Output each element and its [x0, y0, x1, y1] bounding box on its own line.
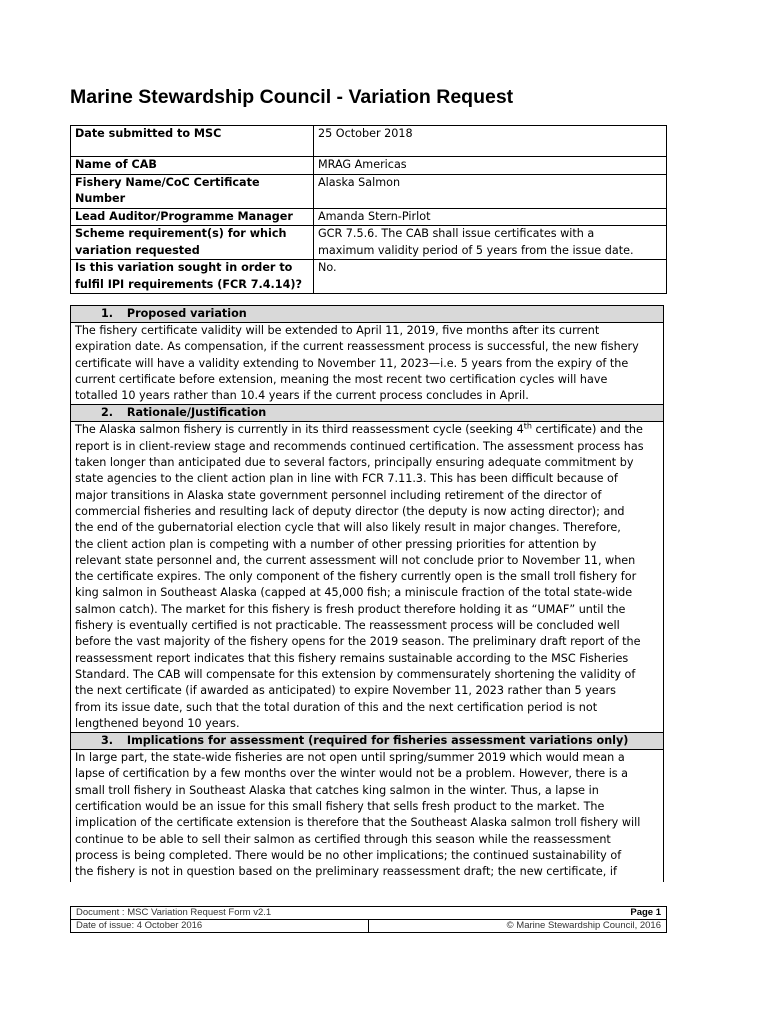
date-submitted-label: Date submitted to MSC — [71, 126, 314, 157]
section-number: 3. — [101, 734, 114, 748]
text-fragment: The Alaska salmon fishery is currently in its third reassessment cycle (seeking 4 — [75, 423, 524, 437]
text-line: the certificate expires. The only component of the fishery currently open is the small troll fishery for — [75, 570, 637, 584]
table-row — [71, 226, 667, 260]
lead-auditor-label: Lead Auditor/Programme Manager — [71, 208, 314, 226]
text-line: certificate will have a validity extending to November 11, 2023—i.e. 5 years from the expiry of the — [75, 356, 629, 370]
text-line: reassessment report indicates that this fishery remains sustainable according to the MSC Fisheries — [75, 651, 629, 665]
text-line: implication of the certificate extension is therefore that the Southeast Alaska salmon troll fishery will — [75, 816, 641, 830]
label-line: fulfil IPI requirements (FCR 7.4.14)? — [75, 277, 302, 291]
text-line: lengthened beyond 10 years. — [75, 716, 240, 730]
section-body-proposed-variation — [71, 323, 663, 405]
text-line: fishery is eventually certified is not practicable. The reassessment process will be concluded well — [75, 619, 620, 633]
table-row — [71, 260, 667, 294]
text-line: report is in client-review stage and recommends continued certification. The assessment process has — [75, 439, 644, 453]
text-line: the client action plan is competing with a number of other pressing priorities for attention by — [75, 537, 597, 551]
text-line: state agencies to the client action plan in line with FCR 7.11.3. This has been difficult because of — [75, 472, 618, 486]
table-row — [71, 157, 667, 175]
variation-sections — [70, 305, 664, 882]
text-line: commercial fisheries and resulting lack of deputy director (the deputy is now acting director); and — [75, 504, 625, 518]
cab-name-value: MRAG Americas — [314, 157, 667, 175]
date-submitted-value: 25 October 2018 — [314, 126, 667, 157]
section-heading-rationale — [71, 405, 663, 422]
document-title: Marine Stewardship Council - Variation Request — [70, 86, 514, 108]
lead-auditor-value: Amanda Stern-Pirlot — [314, 208, 667, 226]
text-line: small troll fishery in Southeast Alaska that catches king salmon in the winter. Thus, a lapse in — [75, 783, 599, 797]
page-number: Page 1 — [630, 907, 661, 918]
footer-row — [71, 907, 667, 920]
text-line: from its issue date, such that the total duration of this and the next certification period is not — [75, 700, 598, 714]
variation-info-table — [70, 125, 667, 294]
section-heading-proposed-variation — [71, 306, 663, 323]
table-row — [71, 174, 667, 208]
text-line: certification would be an issue for this small fishery that sells fresh product to the market. The — [75, 800, 605, 814]
text-line: expiration date. As compensation, if the current reassessment process is successful, the new fishery — [75, 340, 639, 354]
text-line: taken longer than anticipated due to several factors, principally ensuring adequate commitment by — [75, 456, 634, 470]
value-line: GCR 7.5.6. The CAB shall issue certificates with a — [318, 227, 595, 240]
cab-name-label: Name of CAB — [71, 157, 314, 175]
text-line — [75, 422, 659, 438]
text-line: lapse of certification by a few months over the winter would not be a problem. However, there is a — [75, 767, 629, 781]
label-line: Scheme requirement(s) for which — [75, 227, 287, 240]
text-line: current certificate before extension, meaning the most recent two certification cycles will have — [75, 372, 608, 386]
text-line: major transitions in Alaska state government personnel including retirement of the director of — [75, 488, 602, 502]
text-line: Standard. The CAB will compensate for this extension by commensurately shortening the validity of — [75, 667, 636, 681]
text-line: the next certificate (if awarded as anticipated) to expire November 11, 2023 rather than 5 years — [75, 684, 616, 698]
section-number: 2. — [101, 406, 114, 420]
copyright: © Marine Stewardship Council, 2016 — [369, 920, 667, 933]
date-of-issue: Date of issue: 4 October 2016 — [71, 920, 369, 933]
section-number: 1. — [101, 307, 114, 320]
table-row — [71, 208, 667, 226]
label-line: variation requested — [75, 243, 200, 257]
section-body-implications — [71, 750, 663, 880]
text-fragment: certificate) and the — [531, 423, 643, 437]
text-line: salmon catch). The market for this fishery is fresh product therefore holding it as “UMAF” until the — [75, 602, 626, 616]
footer-document — [71, 907, 667, 920]
text-line: totalled 10 years rather than 10.4 years if the current process concludes in April. — [75, 389, 529, 403]
table-row — [71, 126, 667, 157]
ipi-requirement-value: No. — [314, 260, 667, 294]
page-footer — [70, 906, 667, 933]
text-line: before the vast majority of the fishery opens for the 2019 season. The preliminary draft report of the — [75, 635, 641, 649]
superscript: th — [523, 421, 532, 431]
document-name: Document : MSC Variation Request Form v2.1 — [76, 907, 272, 918]
text-line: process is being completed. There would be no other implications; the continued sustainability of — [75, 848, 622, 862]
text-line: continue to be able to sell their salmon as certified through this season while the reassessment — [75, 832, 611, 846]
scheme-requirement-label — [71, 226, 314, 260]
text-line: relevant state personnel and, the current assessment will not conclude prior to November 11, when — [75, 553, 636, 567]
scheme-requirement-value — [314, 226, 667, 260]
section-title: Proposed variation — [126, 307, 247, 320]
fishery-name-label: Fishery Name/CoC Certificate Number — [71, 174, 314, 208]
ipi-requirement-label — [71, 260, 314, 294]
text-line: the end of the gubernatorial election cycle that will also likely result in major changes. Therefore, — [75, 521, 621, 535]
section-title: Rationale/Justification — [126, 406, 267, 420]
section-body-rationale — [71, 422, 663, 733]
text-line: The fishery certificate validity will be extended to April 11, 2019, five months after its current — [75, 324, 600, 337]
text-line: In large part, the state-wide fisheries are not open until spring/summer 2019 which would mean a — [75, 751, 625, 765]
section-title: Implications for assessment (required for fisheries assessment variations only) — [126, 734, 629, 748]
value-line: maximum validity period of 5 years from the issue date. — [318, 243, 634, 257]
footer-row — [71, 920, 667, 933]
text-line: king salmon in Southeast Alaska (capped at 45,000 fish; a miniscule fraction of the total state-wide — [75, 586, 633, 600]
label-line: Is this variation sought in order to — [75, 261, 293, 274]
text-line: the fishery is not in question based on the preliminary reassessment draft; the new certificate, if — [75, 865, 617, 879]
section-heading-implications — [71, 733, 663, 750]
fishery-name-value: Alaska Salmon — [314, 174, 667, 208]
